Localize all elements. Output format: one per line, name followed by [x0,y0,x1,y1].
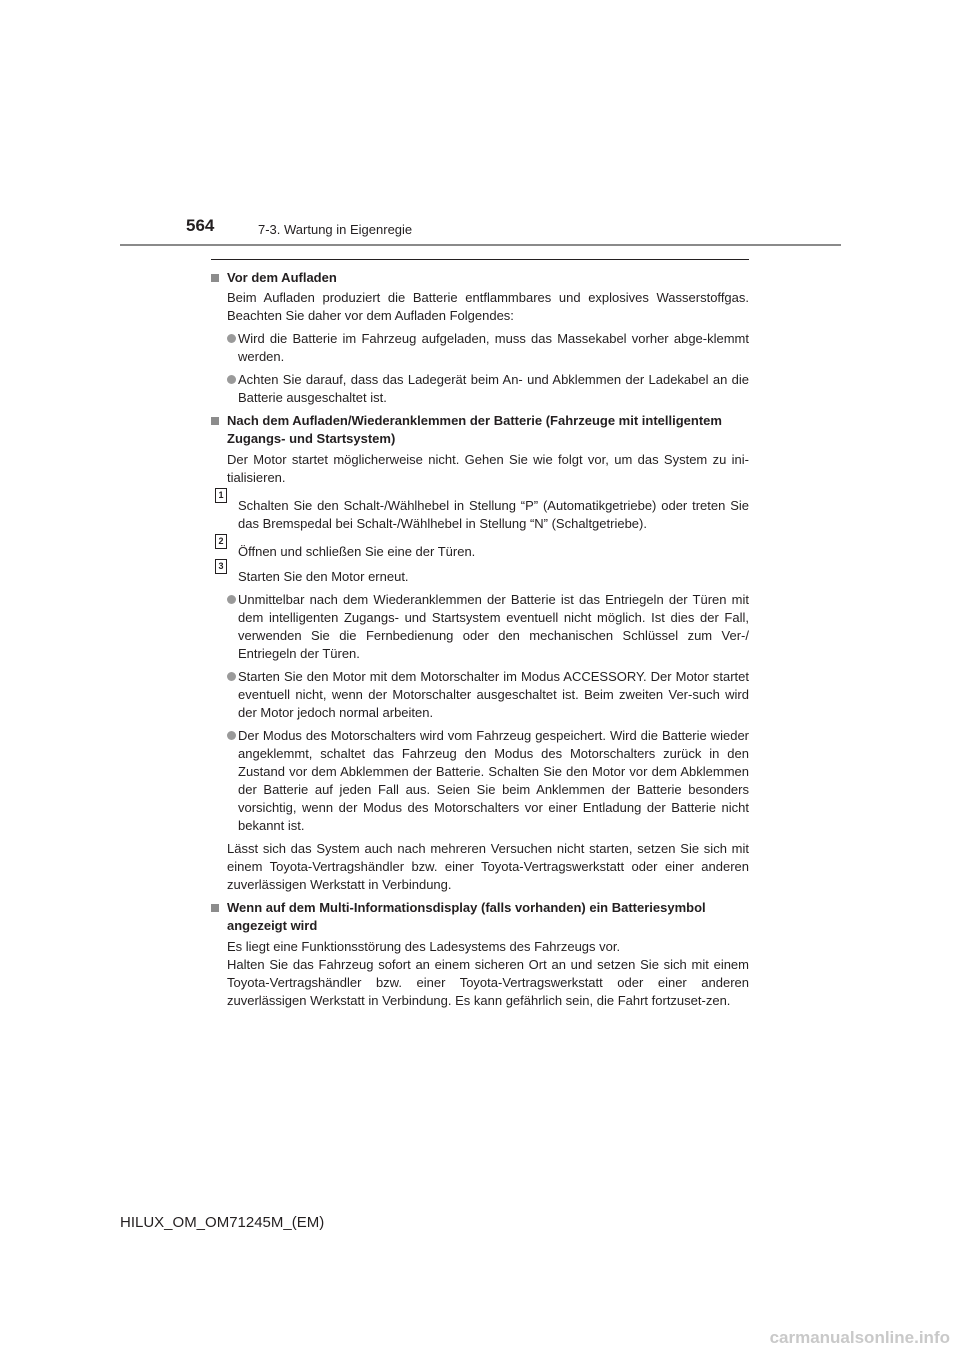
round-bullet-icon [227,375,236,384]
round-bullet-icon [227,672,236,681]
square-bullet-icon [211,904,219,912]
step-text: Schalten Sie den Schalt-/Wählhebel in Stellung “P” (Automatikgetriebe) oder treten Sie das Bremspedal bei Schalt-/Wählhebel in Stellung “N” (Schaltgetriebe). [238,498,749,531]
footer-doc-code: HILUX_OM_OM71245M_(EM) [120,1214,325,1231]
list-item-text: Unmittelbar nach dem Wiederanklemmen der Batterie ist das Entriegeln der Türen mit dem intelligenten Zugangs- und Startsystem eventuell nicht möglich. Ist dies der Fall, verwenden Sie die Fernbedienung oder den mechanischen Schlüssel zum Ver-/ Entriegeln der Türen. [238,592,749,661]
round-bullet-icon [227,334,236,343]
header-rule [120,244,841,246]
page-content [211,269,749,1010]
watermark: carmanualsonline.info [769,1328,950,1347]
list-item-text: Der Modus des Motorschalters wird vom Fahrzeug gespeichert. Wird die Batterie wieder angeklemmt, schaltet das Fahrzeug den Modus des Motorschalters zurück in den Zustand vor dem Abklemmen der Batterie. Schalten Sie den Motor vor dem Abklemmen der Batterie auf jeden Fall aus. Seien Sie beim Anklemmen der Batterie besonders vorsichtig, wenn der Modus des Motorschalters vor einer Entladung der Batterie nicht bekannt ist. [238,728,749,833]
paragraph: Halten Sie das Fahrzeug sofort an einem sicheren Ort an und setzen Sie sich mit einem Toyota-Vertragshändler bzw. einer Toyota-Vertragswerkstatt oder einer anderen zuverlässigen Werkstatt in Verbindung. Es kann gefährlich sein, die Fahrt fortzuset-zen. [227,957,749,1008]
paragraph: Lässt sich das System auch nach mehreren Versuchen nicht starten, setzen Sie sich mit einem Toyota-Vertragshändler bzw. einer Toyota-Vertragswerkstatt oder einer anderen zuverlässigen Werkstatt in Verbindung. [227,841,749,892]
step-number: 1 [215,488,227,503]
list-item-text: Wird die Batterie im Fahrzeug aufgeladen, muss das Massekabel vorher abge-klemmt werden. [238,331,749,364]
square-bullet-icon [211,274,219,282]
list-item-text: Achten Sie darauf, dass das Ladegerät beim An- und Abklemmen der Ladekabel an die Batterie ausgeschaltet ist. [238,372,749,405]
step-item [211,490,749,533]
list-item [211,330,749,366]
list-item [211,591,749,663]
list-item [211,727,749,835]
list-item [211,668,749,722]
step-text: Starten Sie den Motor erneut. [238,569,409,584]
step-item [211,536,749,561]
round-bullet-icon [227,731,236,740]
heading-text: Vor dem Aufladen [227,270,337,285]
list-item [211,371,749,407]
page-number: 564 [186,216,215,235]
step-number: 2 [215,534,227,549]
round-bullet-icon [227,595,236,604]
heading-text: Nach dem Aufladen/Wiederanklemmen der Batterie (Fahrzeuge mit intelligentem Zugangs- und Startsystem) [227,413,722,446]
section-heading-reconnect [211,412,749,448]
section-heading-battery-symbol [211,899,749,935]
step-number: 3 [215,559,227,574]
section-title: 7-3. Wartung in Eigenregie [258,222,413,237]
content-rule [211,259,749,260]
step-text: Öffnen und schließen Sie eine der Türen. [238,544,476,559]
square-bullet-icon [211,417,219,425]
list-item-text: Starten Sie den Motor mit dem Motorschalter im Modus ACCESSORY. Der Motor startet eventuell nicht, wenn der Motorschalter ausgeschaltet ist. Beim zweiten Ver-such wird der Motor jedoch normal arbeiten. [238,669,749,720]
paragraph: Der Motor startet möglicherweise nicht. Gehen Sie wie folgt vor, um das System zu ini-tialisieren. [227,452,749,485]
section-heading-charging [211,269,749,287]
paragraph: Beim Aufladen produziert die Batterie entflammbares und explosives Wasserstoffgas. Beachten Sie daher vor dem Aufladen Folgendes: [227,290,749,323]
step-item [211,561,749,586]
heading-text: Wenn auf dem Multi-Informationsdisplay (falls vorhanden) ein Batteriesymbol angezeigt wird [227,900,706,933]
paragraph: Es liegt eine Funktionsstörung des Ladesystems des Fahrzeugs vor. [227,939,621,954]
